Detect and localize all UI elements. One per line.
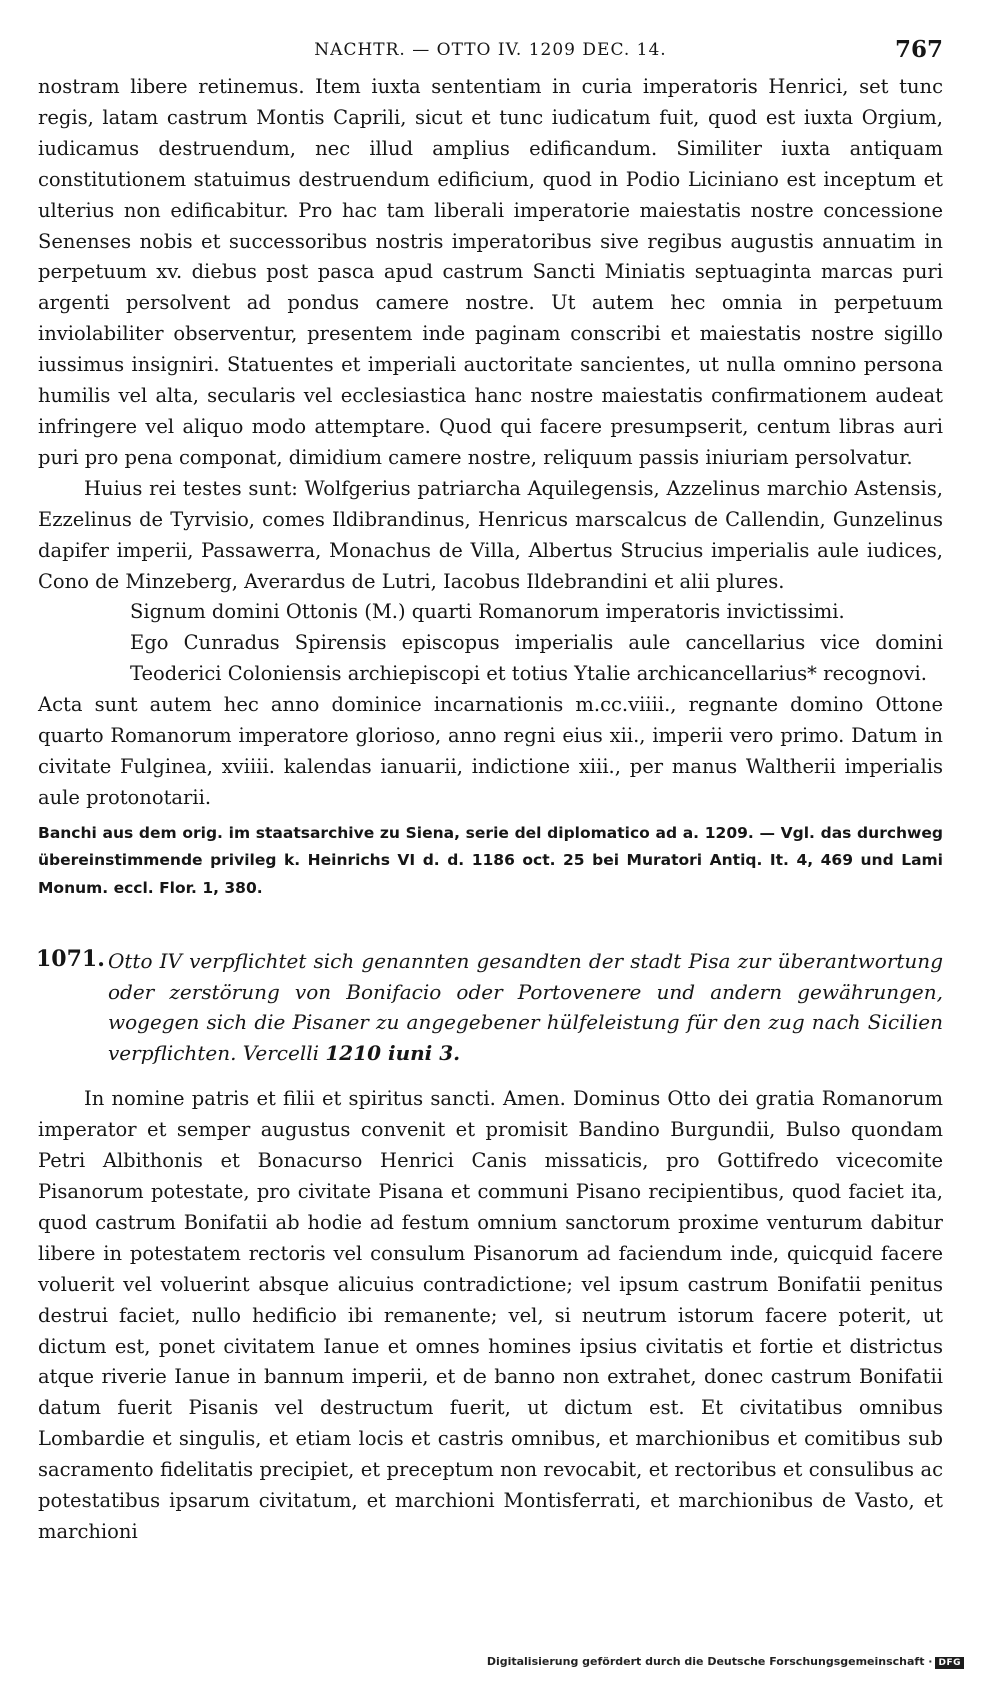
digitization-credit-text: Digitalisierung gefördert durch die Deutsche Forschungsgemeinschaft · [486, 1655, 933, 1668]
document-number: 1071. [36, 946, 105, 973]
page-number: 767 [894, 36, 943, 63]
digitization-credit [487, 1655, 964, 1669]
charter-text-1071: In nomine patris et filii et spiritus sancti. Amen. Dominus Otto dei gratia Romanorum imperator et semper augustus convenit et promisit Bandino Burgundii, Bulso quondam Petri Albithonis et Bonacurso Henrici Canis missaticis, pro Gottifredo vicecomite Pisanorum potestate, pro civitate Pisana et communi Pisano recipientibus, quod faciet ita, quod castrum Bonifatii ab hodie ad festum omnium sanctorum proxime venturum dabitur libere in potestatem rectoris vel consulum Pisanorum ad faciendum inde, quicquid facere voluerit vel voluerint absque alicuius contradictione; vel ipsum castrum Bonifatii penitus destrui faciet, nullo hedificio ibi remanente; vel, si neutrum istorum facere poterit, ut dictum est, ponet civitatem Ianue et omnes homines ipsius civitatis et fortie et districtus atque riverie Ianue in bannum imperii, et de banno non extrahet, donec castrum Bonifatii datum fuerit Pisanis vel destructum fuerit, ut dictum est. Et civitatibus omnibus Lombardie et singulis, et etiam locis et castris omnibus, et marchionibus et comitibus sub sacramento fidelitatis precipiet, et preceptum non revocabit, et rectoribus et consulibus ac potestatibus ipsarum civitatum, et marchioni Montisferrati, et marchionibus de Vasto, et marchioni [38, 1087, 943, 1543]
regest-1071 [38, 946, 943, 1068]
source-note: Banchi aus dem orig. im staatsarchive zu Siena, serie del diplomatico ad a. 1209. — Vgl. das durchweg übereinstimmende privileg k. Heinrichs VI d. d. 1186 oct. 25 bei Muratori Antiq. It. 4, 469 und Lami Monum. eccl. Flor. 1, 380. [38, 823, 943, 897]
running-head [38, 36, 943, 72]
regest-summary [108, 946, 943, 1068]
dating-clause: Acta sunt autem hec anno dominice incarnationis m.cc.viiii., regnante domino Ottone quarto Romanorum imperatore glorioso, anno regni eius xii., imperii vero primo. Datum in civitate Fulginea, xviiii. kalendas ianuarii, indictione xiii., per manus Waltherii imperialis aule protonotarii. [38, 693, 943, 809]
witness-list: Huius rei testes sunt: Wolfgerius patriarcha Aquilegensis, Azzelinus marchio Astensis, Ezzelinus de Tyrvisio, comes Ildibrandinus, Henricus marscalcus de Callendin, Gunzelinus dapifer imperii, Passawerra, Monachus de Villa, Albertus Strucius imperialis aule iudices, Cono de Minzeberg, Averardus de Lutri, Iacobus Ildebrandini et alii plures. [38, 476, 943, 593]
running-head-title: NACHTR. — OTTO IV. 1209 DEC. 14. [314, 40, 667, 60]
regest-date: 1210 iuni 3. [325, 1040, 461, 1065]
recognition-line: Ego Cunradus Spirensis episcopus imperialis aule cancellarius vice domini Teoderici Coloniensis archiepiscopi et totius Ytalie archicancellarius* recognovi. [130, 631, 943, 686]
dfg-logo: DFG [935, 1657, 964, 1669]
charter-text-continuation: nostram libere retinemus. Item iuxta sententiam in curia imperatoris Henrici, set tunc regis, latam castrum Montis Caprili, sicut et tunc iudicatum fuit, quod est iuxta Orgium, iudicamus destruendum, nec illud amplius edificandum. Similiter iuxta antiquam constitutionem statuimus destruendum edificium, quod in Podio Liciniano est inceptum et ulterius non edificabitur. Pro hac tam liberali imperatorie maiestatis nostre concessione Senenses nobis et successoribus nostris imperatoribus sive regibus augustis annuatim in perpetuum xv. diebus post pasca apud castrum Sancti Miniatis septuaginta marcas puri argenti persolvent ad pondus camere nostre. Ut autem hec omnia in perpetuum inviolabiliter observentur, presentem inde paginam conscribi et maiestatis nostre sigillo iussimus insigniri. Statuentes et imperiali auctoritate sancientes, ut nulla omnino persona humilis vel alta, secularis vel ecclesiastica hanc nostre maiestatis confirmationem audeat infringere vel aliquo modo attemptare. Quod qui facere presumpserit, centum libras auri puri pro pena componat, dimidium camere nostre, reliquum passis iniuriam persolvatur. [38, 75, 943, 469]
document-page [38, 36, 943, 1548]
regest-summary-text: Otto IV verpflichtet sich genannten gesandten der stadt Pisa zur überantwortung oder zerstörung von Bonifacio oder Portovenere und andern gewährungen, wogegen sich die Pisaner zu angegebener hülfeleistung für den zug nach Sicilien verpflichten. Vercelli [108, 949, 943, 1065]
signum-line: Signum domini Ottonis (M.) quarti Romanorum imperatoris invictissimi. [130, 600, 845, 624]
